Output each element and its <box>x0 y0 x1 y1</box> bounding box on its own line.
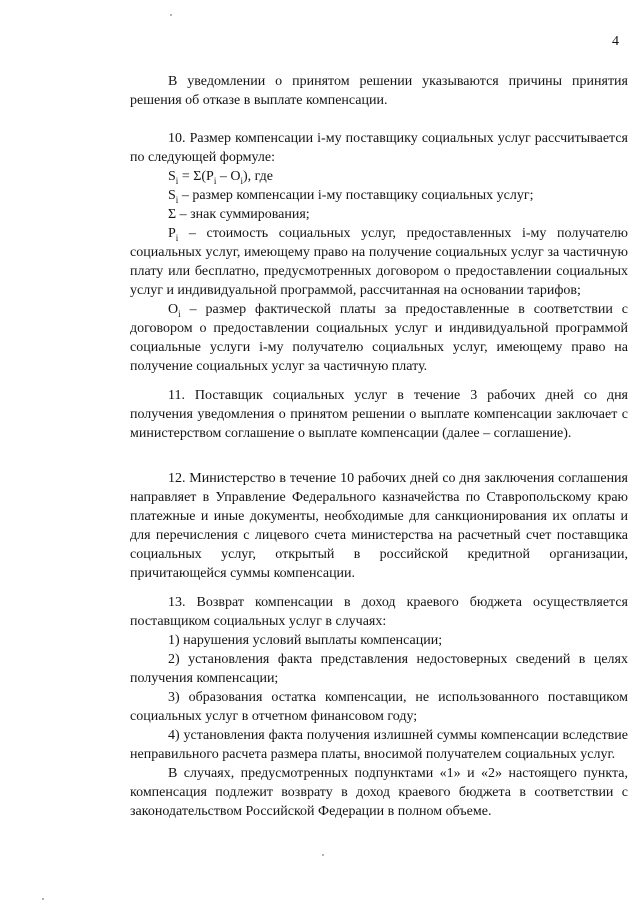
section-11-paragraph: 11. Поставщик социальных услуг в течение 3 рабочих дней со дня получения уведомления о принятом решении о выплате компенсации заключает с министерством соглашение о выплате компенсации (далее – соглашение). <box>130 388 628 441</box>
section-11 <box>130 386 628 443</box>
section-10-def-o: $O_i$ – размер фактической платы за предоставленные в соответствии с договором о предоставлении социальных услуг и индивидуальной программой социальные услуги i-му получателю социальных услуг, имеющему право на получение социальных услуг за частичную плату. <box>130 302 628 374</box>
section-13-heading: 13. Возврат компенсации в доход краевого бюджета осуществляется поставщиком социальных услуг в случаях: <box>130 595 628 629</box>
section-13-item: 3) образования остатка компенсации, не использованного поставщиком социальных услуг в отчетном финансовом году; <box>130 690 628 724</box>
section-13 <box>130 593 628 821</box>
section-13-item: 4) установления факта получения излишней суммы компенсации вследствие неправильного расчета размера платы, вносимой получателем социальных услуг. <box>130 728 628 762</box>
section-13-item: 2) установления факта представления недостоверных сведений в целях получения компенсации; <box>130 652 628 686</box>
scan-speck <box>322 854 324 856</box>
page-number: 4 <box>612 34 619 49</box>
section-10 <box>130 129 628 376</box>
section-10-def-s: $S_i$ – размер компенсации i-му поставщику социальных услуг; <box>168 188 534 205</box>
section-10-def-sigma: Σ – знак суммирования; <box>168 207 310 222</box>
intro-paragraph: В уведомлении о принятом решении указываются причины принятия решения об отказе в выплате компенсации. <box>130 74 628 108</box>
section-12-paragraph: 12. Министерство в течение 10 рабочих дней со дня заключения соглашения направляет в Управление Федерального казначейства по Ставропольскому краю платежные и иные документы, необходимые для санкционирования их оплаты и для перечисления с лицевого счета министерства на расчетный счет поставщика социальных услуг, открытый в российской кредитной организации, причитающейся суммы компенсации. <box>130 471 628 581</box>
section-13-item: 1) нарушения условий выплаты компенсации; <box>168 633 443 648</box>
section-10-heading: 10. Размер компенсации i-му поставщику социальных услуг рассчитывается по следующей формуле: <box>130 131 628 165</box>
scan-speck <box>170 14 172 16</box>
intro-block <box>130 72 628 110</box>
section-10-formula: $S_i = \Sigma(P_i - O_i)$, где <box>168 169 274 186</box>
section-13-closing: В случаях, предусмотренных подпунктами «1» и «2» настоящего пункта, компенсация подлежит возврату в доход краевого бюджета в соответствии с законодательством Российской Федерации в полном объеме. <box>130 766 628 819</box>
scan-speck <box>42 898 44 900</box>
section-10-def-p: $P_i$ – стоимость социальных услуг, предоставленных i-му получателю социальных услуг, имеющему право на получение социальных услуг за частичную плату или бесплатно, предусмотренных договором о предоставлении социальных услуг и индивидуальной программой, рассчитанная на основании тарифов; <box>130 226 628 298</box>
section-12 <box>130 469 628 583</box>
